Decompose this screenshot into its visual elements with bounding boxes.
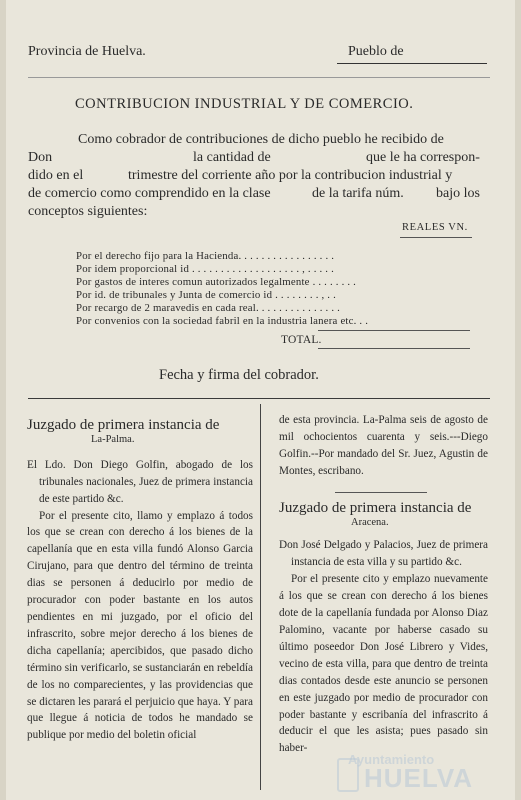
- column-divider: [260, 404, 261, 790]
- watermark-line-2: HUELVA: [364, 763, 474, 793]
- form-title: CONTRIBUCION INDUSTRIAL Y DE COMERCIO.: [75, 96, 414, 112]
- concepts-sum-rule: [318, 330, 470, 331]
- para-line-1: Como cobrador de contribuciones de dicho pueblo he recibido de: [78, 132, 444, 147]
- notice-aracena-heading: Juzgado de primera instancia de: [279, 499, 472, 516]
- para-tarifa: de la tarifa núm.: [312, 186, 404, 201]
- concept-3: Por gastos de interes comun autorizados legalmente . . . . . . . .: [76, 276, 357, 288]
- notice-la-palma-judge: El Ldo. Don Diego Golfin, abogado de los tribunales nacionales, Juez de primera instancia de este partido &c.: [27, 458, 253, 505]
- para-conceptos: conceptos siguientes:: [28, 204, 148, 219]
- para-don: Don: [28, 150, 53, 165]
- notice-la-palma-continuation: de esta provincia. La-Palma seis de agosto de mil ochocientos cuarenta y seis.---Diego Golfin.--Por mandado del Sr. Juez, Agustin de Montes, escribano.: [279, 414, 488, 477]
- notice-la-palma-heading: Juzgado de primera instancia de: [27, 417, 220, 433]
- concept-6: Por convenios con la sociedad fabril en la industria lanera etc. . .: [76, 315, 369, 327]
- para-dido: dido en el: [28, 168, 84, 183]
- signature-label: Fecha y firma del cobrador.: [159, 367, 319, 383]
- para-trimestre: trimestre del corriente año por la contribucion industrial y: [128, 168, 453, 183]
- total-label: TOTAL.: [281, 334, 322, 346]
- para-corresponde: que le ha correspon-: [366, 150, 480, 165]
- notice-la-palma-text: Por el presente cito, llamo y emplazo á todos los que se crean con derecho á los bienes de la capellanía que en esta villa fundó Alonso Garcia Cirujano, para que dentro del término de treinta dias se personen á deducirlo por medio de procurador con poder bastante en los autos pendientes en mi juzgado, por el oficio del infrascrito, sobre mejor derecho á los bienes de dicha capellanía; apercibidos, que pasado dicho término sin verificarlo, se sustanciarán en rebeldía de los no comparecientes, y las providencias que se dictaren les parará el perjuicio que haya. Y para que llegue á noticia de todos he mandado se publique por medio del boletin oficial: [27, 509, 253, 742]
- form-bottom-rule: [28, 398, 490, 399]
- notice-la-palma: [27, 417, 253, 744]
- concept-1: Por el derecho fijo para la Hacienda. . . . . . . . . . . . . . . . .: [76, 250, 335, 262]
- total-rule: [318, 348, 470, 349]
- para-bajo: bajo los: [436, 186, 480, 201]
- concept-4: Por id. de tribunales y Junta de comercio id . . . . . . . . , . .: [76, 289, 336, 301]
- concept-2: Por idem proporcional id . . . . . . . . . . . . . . . . . . . , . . . . .: [76, 263, 335, 275]
- watermark-line-1: Ayuntamiento: [348, 752, 435, 767]
- province-label: Provincia de Huelva.: [28, 44, 146, 59]
- concept-5: Por recargo de 2 maravedis en cada real. . . . . . . . . . . . . . .: [76, 302, 341, 314]
- notice-separator: [335, 492, 427, 493]
- header-rule: [28, 77, 490, 78]
- notice-aracena-place: Aracena.: [351, 516, 389, 528]
- scan-edge-right: [515, 0, 521, 800]
- notice-la-palma-place: La-Palma.: [91, 433, 135, 445]
- town-label: Pueblo de: [348, 44, 404, 59]
- para-cantidad: la cantidad de: [193, 150, 271, 165]
- notice-aracena-judge: Don José Delgado y Palacios, Juez de primera instancia de esta villa y su partido &c.: [279, 539, 488, 569]
- para-clase: de comercio como comprendido en la clase: [28, 186, 271, 201]
- notice-aracena: [279, 412, 488, 757]
- watermark-shield-icon: [337, 758, 359, 792]
- reales-rule: [400, 237, 472, 238]
- reales-heading: REALES VN.: [402, 222, 468, 233]
- town-underline: [337, 63, 487, 64]
- scan-edge-left: [0, 0, 6, 800]
- notice-aracena-text: Por el presente cito y emplazo nuevamente á los que se crean con derecho á los bienes dote de la capellanía fundada por Alonso Diaz Palomino, vacante por haberse casado su último poseedor Don José Librero y Vides, vecino de esta villa, para que dentro de treinta dias contados desde este anuncio se personen en este juzgado por medio de procurador con poder bastante y escribanía del infrascrito á deducir el que les asista; pues pasado sin haber-: [279, 573, 488, 755]
